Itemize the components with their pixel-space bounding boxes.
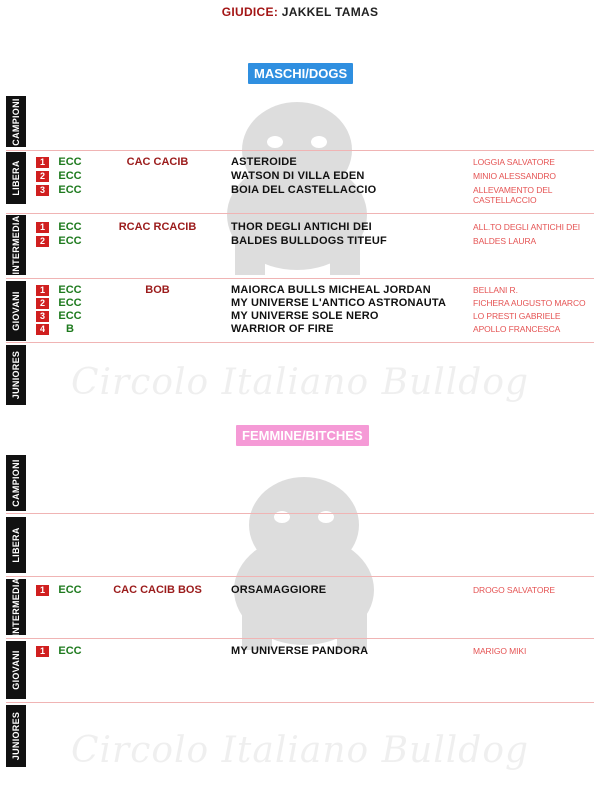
class-band [6, 705, 594, 767]
result-row [0, 323, 600, 336]
award: CAC CACIB BOS [113, 584, 202, 596]
award: CAC CACIB [126, 156, 189, 168]
qualification: ECC [58, 584, 82, 596]
class-label: INTERMEDIA [6, 579, 26, 635]
qualification: ECC [58, 310, 82, 322]
divider [6, 150, 594, 151]
qualification: ECC [58, 645, 82, 657]
dog-name: MY UNIVERSE SOLE NERO [231, 310, 379, 322]
owner-name: FICHERA AUGUSTO MARCO [473, 298, 586, 308]
class-label: LIBERA [6, 517, 26, 573]
dog-name: WARRIOR OF FIRE [231, 323, 334, 335]
class-label: JUNIORES [6, 705, 26, 767]
dog-name: ASTEROIDE [231, 156, 297, 168]
result-row [0, 221, 600, 234]
owner-name: BELLANI R. [473, 285, 518, 295]
position-badge: 1 [36, 585, 49, 596]
position-badge: 3 [36, 185, 49, 196]
owner-name: BALDES LAURA [473, 236, 537, 246]
class-label: GIOVANI [6, 641, 26, 699]
divider [6, 213, 594, 214]
result-row [0, 284, 600, 297]
qualification: ECC [58, 284, 82, 296]
result-row [0, 170, 600, 183]
position-badge: 1 [36, 222, 49, 233]
qualification: ECC [58, 156, 82, 168]
qualification: ECC [58, 297, 82, 309]
class-band [6, 517, 594, 573]
divider [6, 342, 594, 343]
judge-name: JAKKEL TAMAS [281, 5, 379, 19]
dog-name: THOR DEGLI ANTICHI DEI [231, 221, 372, 233]
result-row [0, 310, 600, 323]
dog-name: MAIORCA BULLS MICHEAL JORDAN [231, 284, 431, 296]
position-badge: 1 [36, 646, 49, 657]
dog-name: BOIA DEL CASTELLACCIO [231, 184, 377, 196]
qualification: B [66, 323, 74, 335]
dog-name: MY UNIVERSE L'ANTICO ASTRONAUTA [231, 297, 447, 309]
owner-name: MINIO ALESSANDRO [473, 171, 556, 181]
divider [6, 576, 594, 577]
qualification: ECC [58, 235, 82, 247]
class-band [6, 345, 594, 405]
result-row [0, 156, 600, 169]
dog-name: BALDES BULLDOGS TITEUF [231, 235, 387, 247]
class-label: LIBERA [6, 152, 26, 204]
dog-name: ORSAMAGGIORE [231, 584, 327, 596]
owner-name: LO PRESTI GABRIELE [473, 311, 561, 321]
class-label: GIOVANI [6, 281, 26, 341]
owner-name: ALLEVAMENTO DEL CASTELLACCIO [473, 185, 553, 205]
females-section-title: FEMMINE/BITCHES [236, 425, 369, 446]
owner-name: DROGO SALVATORE [473, 585, 555, 595]
result-row [0, 235, 600, 248]
position-badge: 1 [36, 285, 49, 296]
position-badge: 2 [36, 171, 49, 182]
result-row [0, 297, 600, 310]
qualification: ECC [58, 221, 82, 233]
divider [6, 278, 594, 279]
owner-name: ALL.TO DEGLI ANTICHI DEI [473, 222, 581, 232]
position-badge: 2 [36, 236, 49, 247]
award: RCAC RCACIB [118, 221, 197, 233]
result-row [0, 645, 600, 658]
dog-name: WATSON DI VILLA EDEN [231, 170, 365, 182]
qualification: ECC [58, 184, 82, 196]
result-row [0, 184, 600, 205]
owner-name: MARIGO MIKI [473, 646, 527, 656]
watermark-text: Circolo Italiano Bulldog [70, 730, 530, 771]
result-row [0, 584, 600, 597]
class-band [6, 455, 594, 511]
position-badge: 4 [36, 324, 49, 335]
position-badge: 3 [36, 311, 49, 322]
class-label: CAMPIONI [6, 96, 26, 147]
position-badge: 2 [36, 298, 49, 309]
qualification: ECC [58, 170, 82, 182]
divider [6, 638, 594, 639]
owner-name: APOLLO FRANCESCA [473, 324, 561, 334]
class-label: INTERMEDIA [6, 215, 26, 275]
watermark-text: Circolo Italiano Bulldog [70, 362, 530, 403]
dog-name: MY UNIVERSE PANDORA [231, 645, 369, 657]
award: BOB [145, 284, 170, 296]
divider [6, 702, 594, 703]
judge-line [0, 5, 600, 19]
position-badge: 1 [36, 157, 49, 168]
judge-label: GIUDICE: [221, 5, 279, 19]
divider [6, 513, 594, 514]
class-label: JUNIORES [6, 345, 26, 405]
class-band [6, 96, 594, 147]
males-section-title: MASCHI/DOGS [248, 63, 353, 84]
class-label: CAMPIONI [6, 455, 26, 511]
owner-name: LOGGIA SALVATORE [473, 157, 555, 167]
